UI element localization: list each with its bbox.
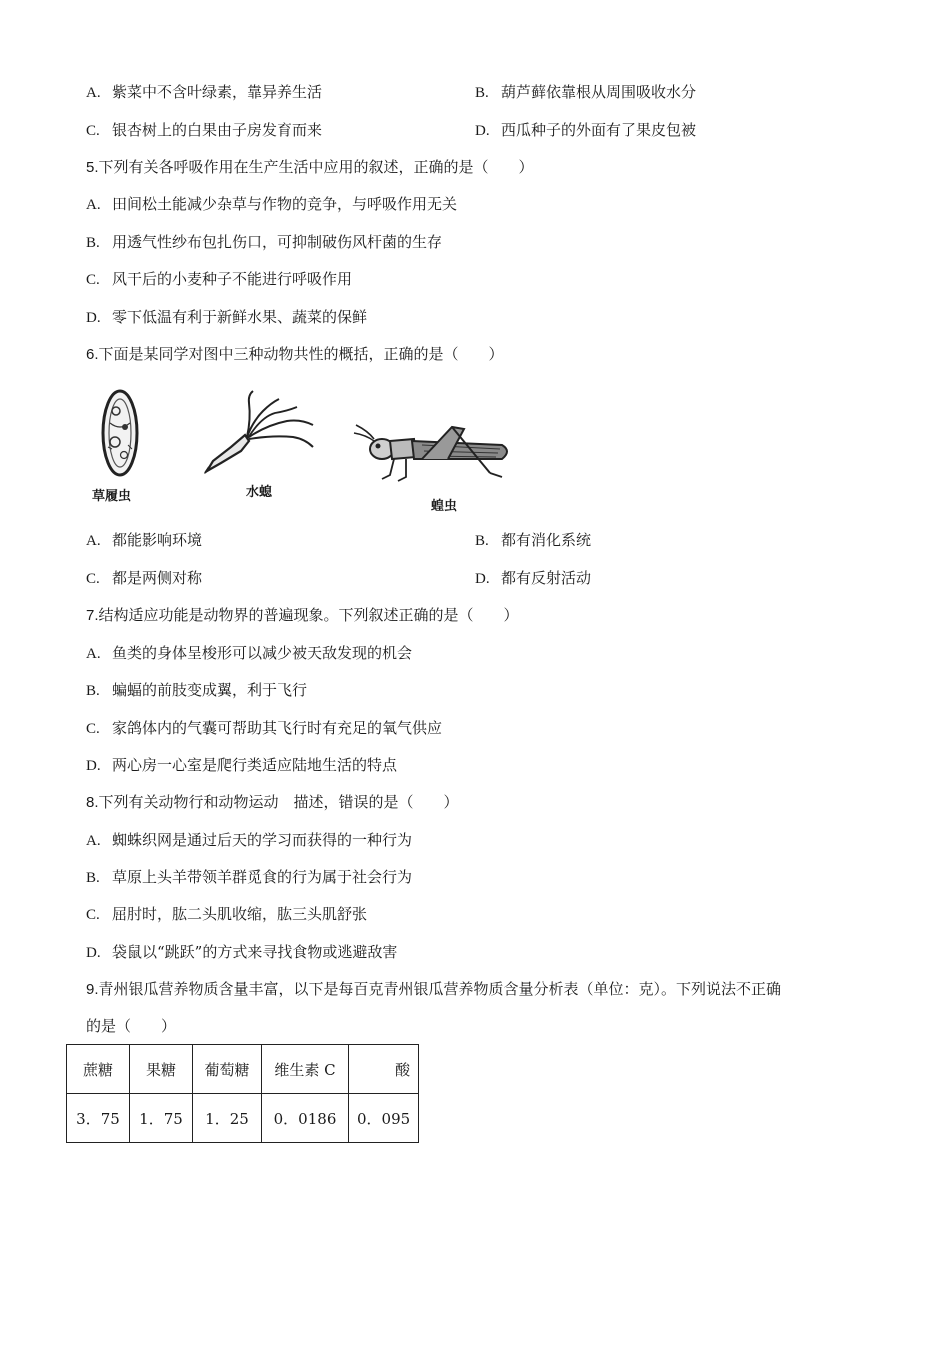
option-letter: D.: [86, 945, 101, 961]
option-text: 都是两侧对称: [112, 569, 203, 587]
q6-animal-figure: [86, 385, 526, 515]
q5-option-c: [86, 269, 352, 290]
option-letter: A.: [86, 833, 101, 849]
nutrition-table: [66, 1044, 419, 1143]
q4-option-d: [475, 120, 696, 141]
question-text: 下面是某同学对图中三种动物共性的概括，正确的是（ ）: [98, 345, 504, 363]
option-letter: C.: [86, 721, 100, 737]
option-letter: C.: [86, 571, 100, 587]
q4-option-c: [86, 120, 322, 141]
option-text: 蝙蝠的前肢变成翼，利于飞行: [112, 681, 308, 699]
option-letter: C.: [86, 907, 100, 923]
q7-option-b: [86, 680, 307, 701]
option-text: 鱼类的身体呈梭形可以减少被天敌发现的机会: [112, 644, 413, 662]
q8-stem: [86, 792, 459, 813]
option-text: 都有反射活动: [501, 569, 592, 587]
question-text: 下列有关各呼吸作用在生产生活中应用的叙述，正确的是（ ）: [98, 158, 534, 176]
paramecium-label: 草履虫: [92, 489, 132, 504]
q4-option-b: [475, 82, 696, 103]
option-letter: D.: [86, 758, 101, 774]
option-letter: D.: [475, 571, 490, 587]
option-text: 袋鼠以“跳跃”的方式来寻找食物或逃避敌害: [112, 943, 398, 961]
q6-option-c: [86, 568, 202, 589]
table-header-cell: 维生素 C: [262, 1045, 349, 1094]
option-text: 两心房一心室是爬行类适应陆地生活的特点: [112, 756, 398, 774]
option-letter: C.: [86, 272, 100, 288]
question-text: 下列有关动物行和动物运动 描述，错误的是（ ）: [98, 793, 459, 811]
option-letter: A.: [86, 533, 101, 549]
hydra-illustration: [201, 389, 326, 479]
locust-illustration: [352, 419, 522, 489]
q8-option-b: [86, 867, 412, 888]
table-cell: 3．75: [67, 1094, 130, 1143]
option-text: 用透气性纱布包扎伤口，可抑制破伤风杆菌的生存: [112, 233, 443, 251]
q6-option-a: [86, 530, 202, 551]
q7-option-d: [86, 755, 397, 776]
q8-option-d: [86, 942, 397, 963]
option-text: 都有消化系统: [501, 531, 592, 549]
option-text: 都能影响环境: [112, 531, 203, 549]
locust-label: 蝗虫: [431, 499, 458, 514]
option-text: 田间松土能减少杂草与作物的竞争，与呼吸作用无关: [112, 195, 458, 213]
q7-option-a: [86, 643, 412, 664]
q4-option-a: [86, 82, 322, 103]
question-text: 青州银瓜营养物质含量丰富，以下是每百克青州银瓜营养物质含量分析表（单位：克）。下列说法不正确: [98, 980, 782, 998]
q9-stem-line1: [86, 979, 781, 1000]
table-cell: 1．25: [193, 1094, 262, 1143]
option-letter: B.: [475, 85, 489, 101]
question-number: 7.: [86, 607, 99, 624]
option-text: 葫芦藓依靠根从周围吸收水分: [501, 83, 697, 101]
q5-option-d: [86, 307, 367, 328]
q5-stem: [86, 157, 534, 178]
option-letter: A.: [86, 197, 101, 213]
q7-stem: [86, 605, 519, 626]
table-row: [67, 1094, 419, 1143]
question-number: 5.: [86, 159, 99, 176]
option-text: 银杏树上的白果由子房发育而来: [112, 121, 323, 139]
q7-option-c: [86, 718, 442, 739]
question-number: 8.: [86, 794, 99, 811]
question-number: 9.: [86, 981, 99, 998]
q6-option-b: [475, 530, 591, 551]
option-letter: A.: [86, 646, 101, 662]
option-text: 屈肘时，肱二头肌收缩，肱三头肌舒张: [112, 905, 368, 923]
table-header-cell: 果糖: [130, 1045, 193, 1094]
q8-option-a: [86, 830, 412, 851]
option-text: 家鸽体内的气囊可帮助其飞行时有充足的氧气供应: [112, 719, 443, 737]
option-letter: C.: [86, 123, 100, 139]
q5-option-a: [86, 194, 457, 215]
q9-stem-line2: 的是（ ）: [86, 1017, 177, 1035]
question-text: 结构适应功能是动物界的普遍现象。下列叙述正确的是（ ）: [98, 606, 519, 624]
option-text: 紫菜中不含叶绿素，靠异养生活: [112, 83, 323, 101]
option-letter: B.: [86, 235, 100, 251]
paramecium-illustration: [96, 387, 146, 479]
hydra-label: 水螅: [246, 485, 273, 500]
table-cell: 1．75: [130, 1094, 193, 1143]
option-letter: A.: [86, 85, 101, 101]
option-letter: B.: [86, 683, 100, 699]
table-header-cell: 酸: [349, 1045, 419, 1094]
option-letter: D.: [475, 123, 490, 139]
option-letter: D.: [86, 310, 101, 326]
option-text: 西瓜种子的外面有了果皮包被: [501, 121, 697, 139]
q8-option-c: [86, 904, 367, 925]
option-letter: B.: [475, 533, 489, 549]
table-header-row: [67, 1045, 419, 1094]
q6-stem: [86, 344, 504, 365]
option-letter: B.: [86, 870, 100, 886]
table-cell: 0．095: [349, 1094, 419, 1143]
table-header-cell: 葡萄糖: [193, 1045, 262, 1094]
option-text: 风干后的小麦种子不能进行呼吸作用: [112, 270, 353, 288]
q5-option-b: [86, 232, 442, 253]
option-text: 蜘蛛织网是通过后天的学习而获得的一种行为: [112, 831, 413, 849]
option-text: 零下低温有利于新鲜水果、蔬菜的保鲜: [112, 308, 368, 326]
table-header-cell: 蔗糖: [67, 1045, 130, 1094]
question-number: 6.: [86, 346, 99, 363]
table-cell: 0．0186: [262, 1094, 349, 1143]
option-text: 草原上头羊带领羊群觅食的行为属于社会行为: [112, 868, 413, 886]
q6-option-d: [475, 568, 591, 589]
